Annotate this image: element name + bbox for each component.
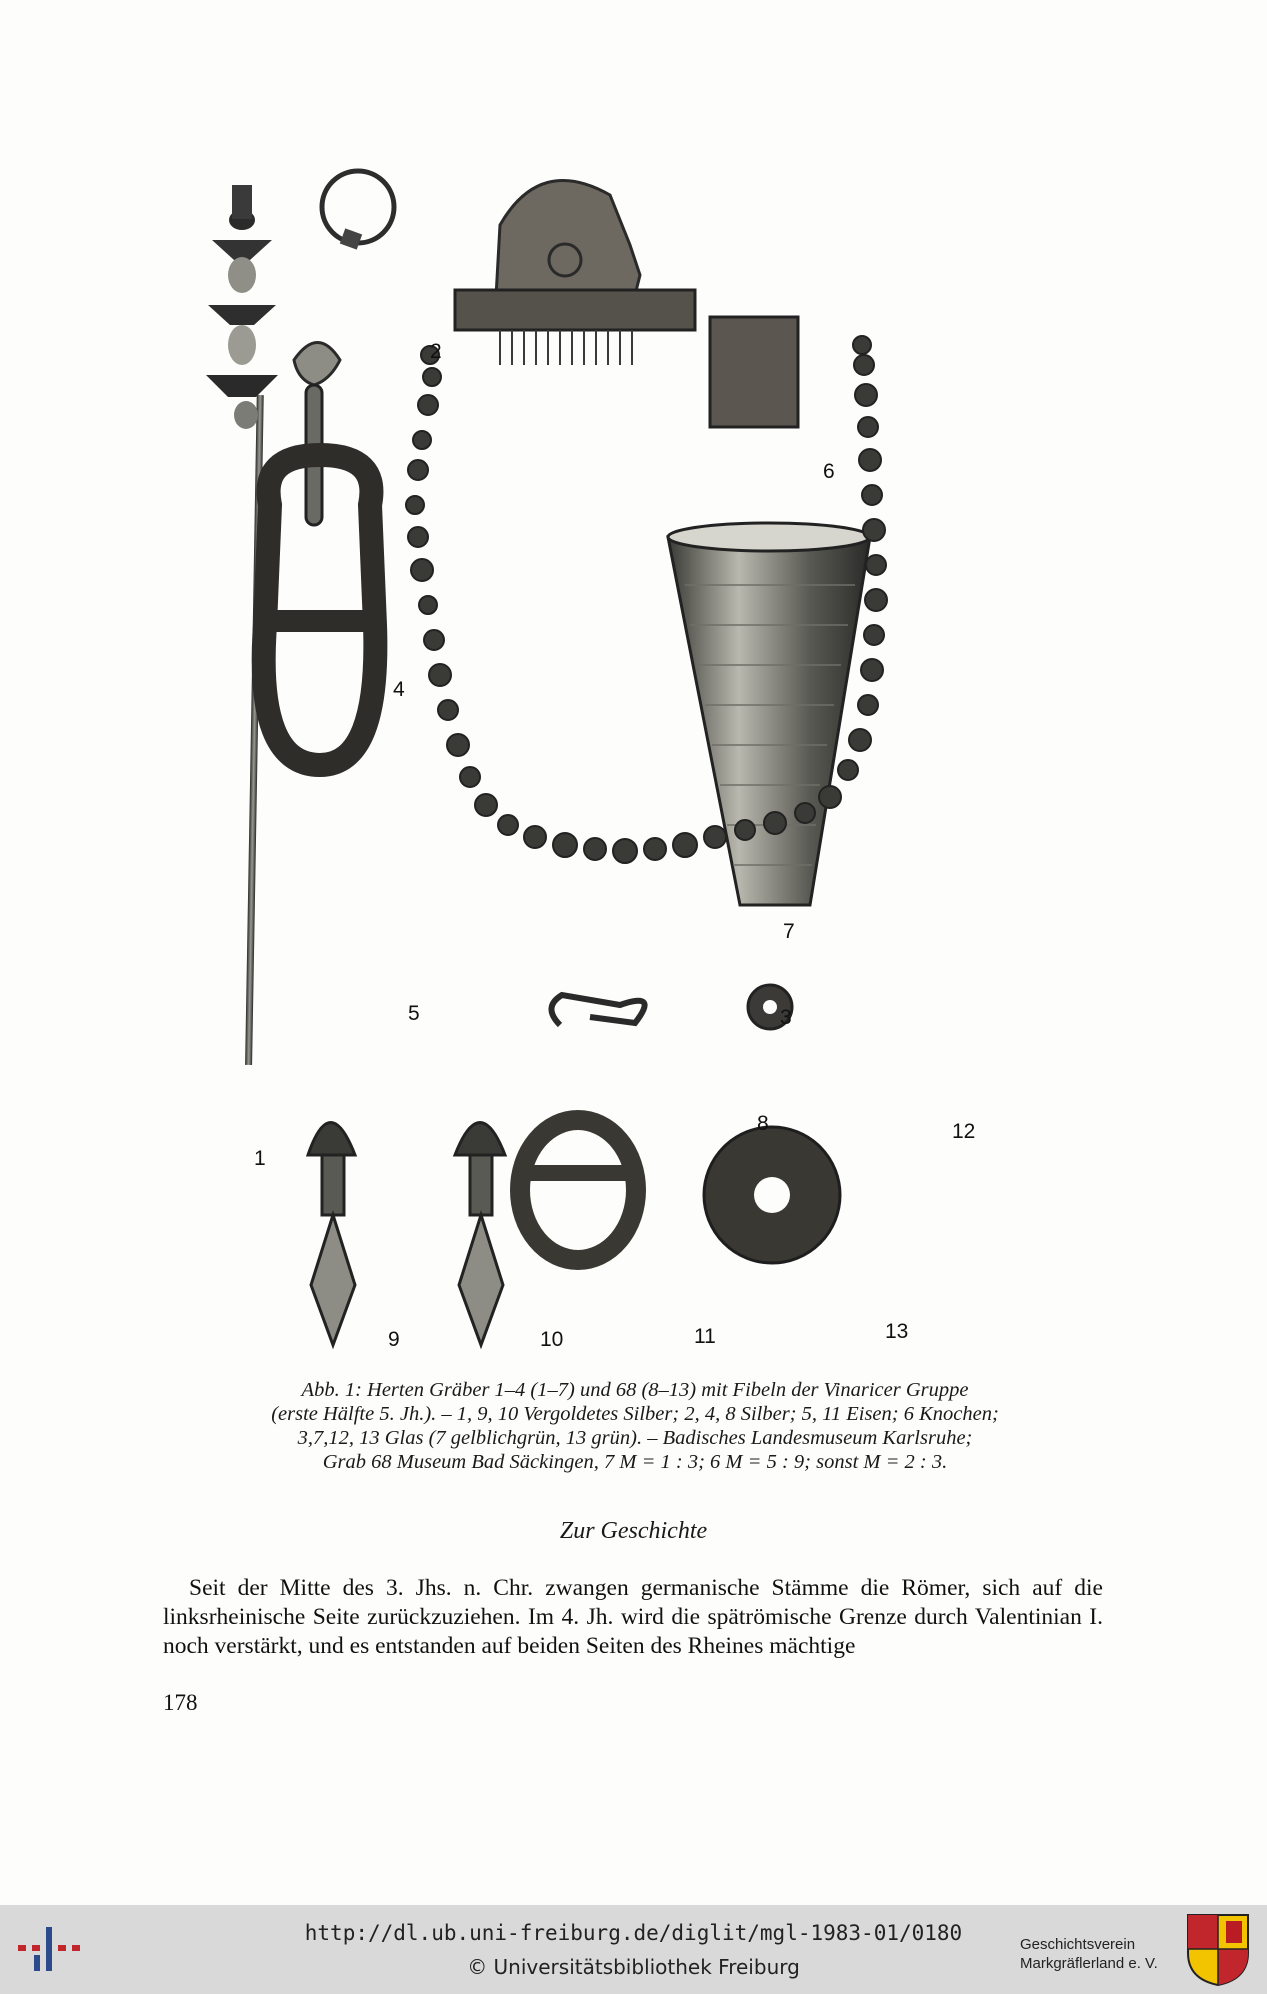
artifact-2-ring [322, 171, 394, 250]
body-text [163, 1574, 1103, 1661]
section-heading: Zur Geschichte [559, 1518, 708, 1544]
artifact-8-s-hook [551, 995, 644, 1025]
figure-label-8: 8 [757, 1112, 769, 1135]
figure-label-4: 4 [393, 678, 405, 701]
figure-label-12: 12 [952, 1120, 976, 1143]
caption-line: (erste Hälfte 5. Jh.). – 1, 9, 10 Vergoldetes Silber; 2, 4, 8 Silber; 5, 11 Eisen; 6 Knochen; [271, 1403, 999, 1425]
artifact-11-iron-buckle [520, 1120, 636, 1260]
figure-label-6: 6 [823, 460, 835, 483]
page-number: 178 [163, 1690, 198, 1715]
footer-copyright: © Universitätsbibliothek Freiburg [467, 1955, 800, 1979]
figure-label-5: 5 [408, 1002, 420, 1025]
figure-label-11: 11 [694, 1325, 716, 1348]
figure-caption [175, 1378, 1095, 1474]
society-line: Markgräflerland e. V. [1020, 1955, 1158, 1972]
caption-line: 3,7,12, 13 Glas (7 gelblichgrün, 13 grün). – Badisches Landesmuseum Karlsruhe; [297, 1427, 973, 1449]
figure-label-10: 10 [540, 1328, 564, 1351]
caption-line: Grab 68 Museum Bad Säckingen, 7 M = 1 : 3; 6 M = 5 : 9; sonst M = 2 : 3. [322, 1451, 948, 1473]
footer-url-link[interactable]: http://dl.ub.uni-freiburg.de/diglit/mgl-1983-01/0180 [304, 1921, 963, 1945]
figure-label-2: 2 [430, 340, 442, 363]
figure-label-9: 9 [388, 1328, 400, 1351]
artifact-4-fibula [294, 343, 340, 526]
artifact-10-fibula [455, 1123, 505, 1346]
paragraph: Seit der Mitte des 3. Jhs. n. Chr. zwangen germanische Stämme die Römer, sich auf die linksrheinische Seite zurückzuziehen. Im 4. Jh. wird die spätrömische Grenze durch Valentinian I. noch verstärkt, und es entstanden auf beiden Seiten des Rheines mächtige [163, 1575, 1103, 1659]
artifact-7-glass-beaker [668, 523, 870, 905]
figure-label-3: 3 [780, 1006, 792, 1029]
figure-label-7: 7 [783, 920, 795, 943]
society-line: Geschichtsverein [1020, 1936, 1136, 1953]
artifact-plate-image [190, 165, 1080, 1365]
artifact-9-fibula [308, 1123, 355, 1346]
footer-society-name [1020, 1935, 1158, 1973]
coat-of-arms-icon [1186, 1913, 1250, 1987]
figure-label-13: 13 [885, 1320, 909, 1343]
footer-bar [0, 1905, 1267, 1994]
caption-line: Abb. 1: Herten Gräber 1–4 (1–7) und 68 (8–13) mit Fibeln der Vinaricer Gruppe [301, 1379, 969, 1401]
figure-label-1: 1 [254, 1147, 266, 1170]
artifact-6-comb [455, 180, 798, 427]
